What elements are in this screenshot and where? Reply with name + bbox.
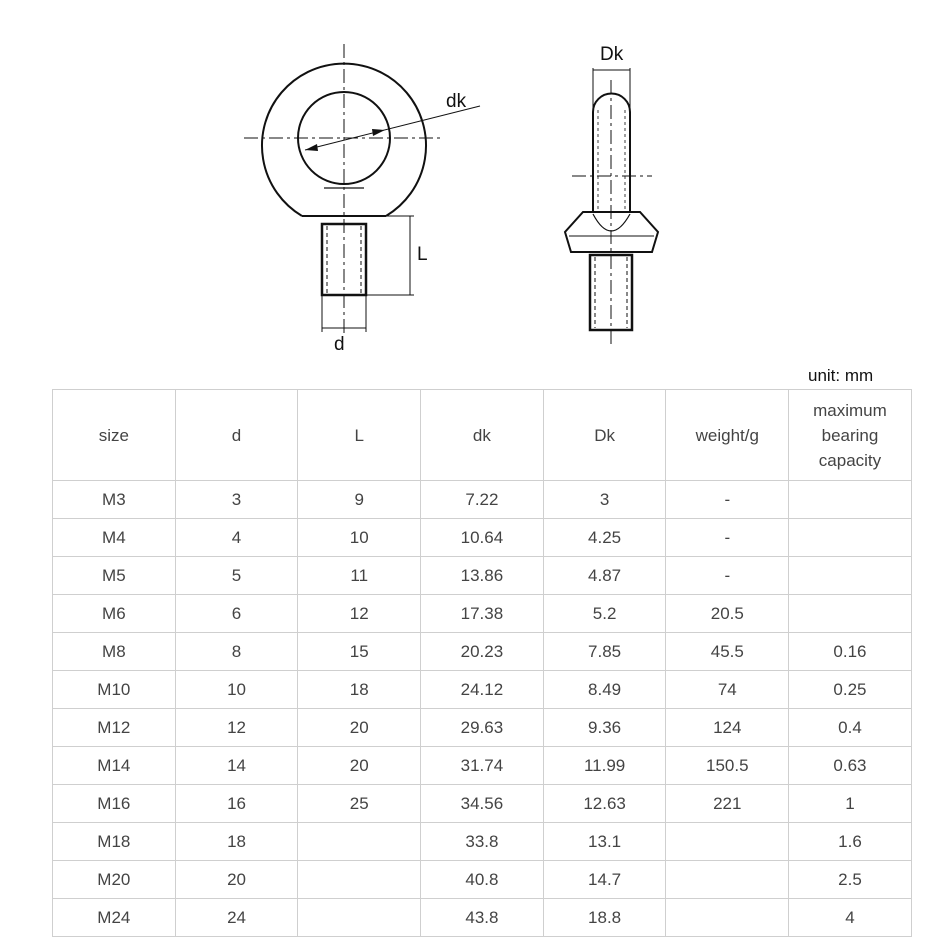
cell-d: 10: [175, 671, 298, 709]
table-row: [53, 709, 912, 747]
table-row: [53, 671, 912, 709]
cell-weight: -: [666, 557, 789, 595]
cell-d: 5: [175, 557, 298, 595]
cell-weight: [666, 861, 789, 899]
cell-capacity: [789, 557, 912, 595]
header-weight: weight/g: [666, 390, 789, 481]
cell-L: 9: [298, 481, 421, 519]
table-row: [53, 747, 912, 785]
cell-d: 8: [175, 633, 298, 671]
cell-Dk: 4.25: [543, 519, 666, 557]
cell-Dk: 5.2: [543, 595, 666, 633]
cell-Dk: 8.49: [543, 671, 666, 709]
cell-dk: 7.22: [421, 481, 544, 519]
cell-weight: 221: [666, 785, 789, 823]
cell-d: 4: [175, 519, 298, 557]
table-row: [53, 785, 912, 823]
table-row: [53, 633, 912, 671]
label-L: L: [417, 244, 428, 265]
cell-d: 16: [175, 785, 298, 823]
table-body: [53, 481, 912, 937]
cell-d: 6: [175, 595, 298, 633]
label-dk: dk: [446, 91, 467, 112]
cell-size: M14: [53, 747, 176, 785]
cell-Dk: 13.1: [543, 823, 666, 861]
cell-size: M6: [53, 595, 176, 633]
table-row: [53, 823, 912, 861]
cell-d: 18: [175, 823, 298, 861]
cell-L: 11: [298, 557, 421, 595]
header-d: d: [175, 390, 298, 481]
cell-d: 12: [175, 709, 298, 747]
label-Dk: Dk: [600, 44, 624, 65]
cell-Dk: 7.85: [543, 633, 666, 671]
unit-label: unit: mm: [808, 366, 874, 385]
cell-Dk: 14.7: [543, 861, 666, 899]
table-row: [53, 519, 912, 557]
cell-size: M12: [53, 709, 176, 747]
cell-size: M20: [53, 861, 176, 899]
table-row: [53, 557, 912, 595]
cell-dk: 20.23: [421, 633, 544, 671]
cell-weight: [666, 823, 789, 861]
cell-capacity: 2.5: [789, 861, 912, 899]
cell-capacity: 0.16: [789, 633, 912, 671]
cell-weight: 150.5: [666, 747, 789, 785]
table-row: [53, 861, 912, 899]
cell-weight: -: [666, 519, 789, 557]
cell-dk: 31.74: [421, 747, 544, 785]
eye-bolt-drawing: [0, 0, 950, 360]
cell-d: 24: [175, 899, 298, 937]
cell-capacity: 4: [789, 899, 912, 937]
cell-Dk: 12.63: [543, 785, 666, 823]
cell-size: M10: [53, 671, 176, 709]
cell-size: M4: [53, 519, 176, 557]
cell-weight: [666, 899, 789, 937]
cell-dk: 24.12: [421, 671, 544, 709]
cell-L: [298, 861, 421, 899]
cell-size: M18: [53, 823, 176, 861]
header-Dk: Dk: [543, 390, 666, 481]
cell-size: M8: [53, 633, 176, 671]
side-view: [565, 68, 658, 346]
cell-L: [298, 823, 421, 861]
cell-L: 20: [298, 747, 421, 785]
cell-Dk: 9.36: [543, 709, 666, 747]
label-d: d: [334, 334, 345, 355]
cell-Dk: 4.87: [543, 557, 666, 595]
cell-d: 20: [175, 861, 298, 899]
cell-dk: 29.63: [421, 709, 544, 747]
cell-L: 20: [298, 709, 421, 747]
header-capacity: maximum bearing capacity: [789, 390, 912, 481]
header-dk: dk: [421, 390, 544, 481]
cell-capacity: [789, 481, 912, 519]
cell-size: M16: [53, 785, 176, 823]
cell-dk: 17.38: [421, 595, 544, 633]
cell-capacity: 1: [789, 785, 912, 823]
cell-capacity: [789, 595, 912, 633]
cell-dk: 34.56: [421, 785, 544, 823]
cell-L: 15: [298, 633, 421, 671]
cell-Dk: 3: [543, 481, 666, 519]
cell-size: M24: [53, 899, 176, 937]
cell-weight: -: [666, 481, 789, 519]
cell-capacity: 0.63: [789, 747, 912, 785]
cell-weight: 45.5: [666, 633, 789, 671]
cell-weight: 20.5: [666, 595, 789, 633]
table-row: [53, 899, 912, 937]
cell-dk: 10.64: [421, 519, 544, 557]
cell-dk: 43.8: [421, 899, 544, 937]
cell-weight: 74: [666, 671, 789, 709]
cell-dk: 40.8: [421, 861, 544, 899]
cell-Dk: 11.99: [543, 747, 666, 785]
cell-capacity: 1.6: [789, 823, 912, 861]
cell-L: 25: [298, 785, 421, 823]
cell-L: 12: [298, 595, 421, 633]
table-header-row: [53, 390, 912, 481]
header-L: L: [298, 390, 421, 481]
cell-size: M5: [53, 557, 176, 595]
table-row: [53, 595, 912, 633]
cell-L: 10: [298, 519, 421, 557]
cell-L: [298, 899, 421, 937]
header-size: size: [53, 390, 176, 481]
cell-dk: 13.86: [421, 557, 544, 595]
cell-weight: 124: [666, 709, 789, 747]
cell-size: M3: [53, 481, 176, 519]
table-row: [53, 481, 912, 519]
spec-table: [52, 389, 912, 937]
cell-capacity: 0.25: [789, 671, 912, 709]
cell-L: 18: [298, 671, 421, 709]
cell-d: 3: [175, 481, 298, 519]
cell-Dk: 18.8: [543, 899, 666, 937]
cell-dk: 33.8: [421, 823, 544, 861]
cell-capacity: 0.4: [789, 709, 912, 747]
cell-capacity: [789, 519, 912, 557]
front-view: [244, 44, 480, 335]
cell-d: 14: [175, 747, 298, 785]
